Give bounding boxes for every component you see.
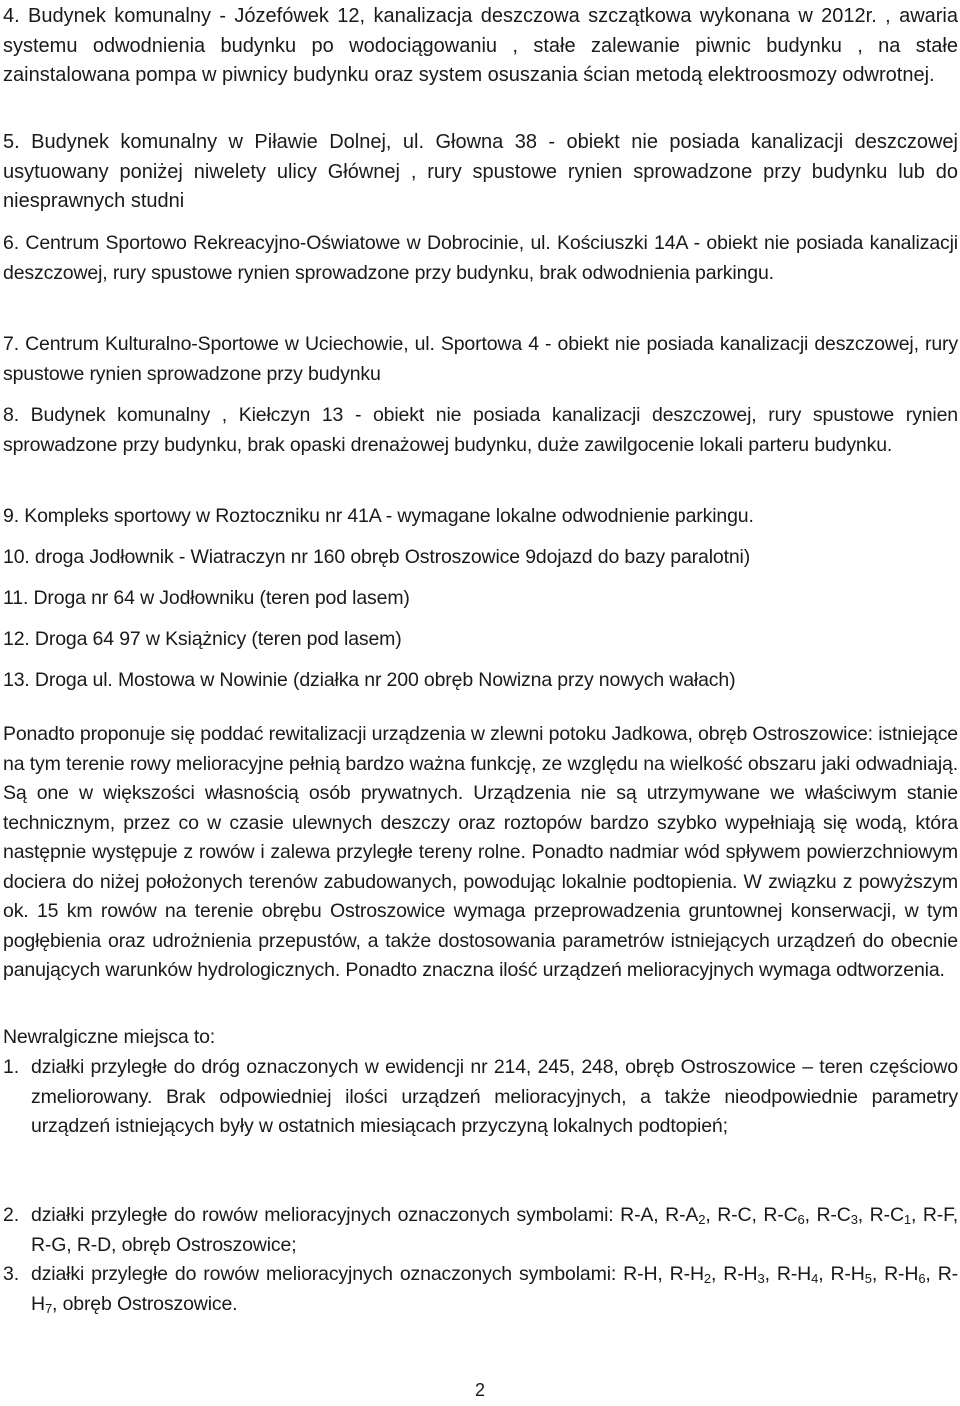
list-item-5: 5. Budynek komunalny w Piławie Dolnej, ul. Głowna 38 - obiekt nie posiada kanalizacji deszczowej usytuowany poniżej niwelety ulicy Głównej , rury spustowe rynien sprowadzone przy budynku lub do niesprawnych studni xyxy=(3,131,958,212)
newralgic-item-number: 3. xyxy=(3,1263,19,1285)
list-item-8: 8. Budynek komunalny , Kiełczyn 13 - obiekt nie posiada kanalizacji deszczowej, rury spustowe rynien sprowadzone przy budynku, brak opaski drenażowej budynku, duże zawilgocenie lokali parteru budynku. xyxy=(3,404,958,456)
newralgic-item-text: działki przyległe do rowów melioracyjnych oznaczonych symbolami: R-H, $R-H_2$, $R-H_3$, $R-H_4$, $R-H_5$, $R-H_6$, $R-H_7$, obręb Ostroszowice. xyxy=(31,1263,958,1316)
list-item-13: 13. Droga ul. Mostowa w Nowinie (działka nr 200 obręb Nowizna przy nowych wałach) xyxy=(3,669,736,691)
list-item-9: 9. Kompleks sportowy w Roztoczniku nr 41A - wymagane lokalne odwodnienie parkingu. xyxy=(3,505,754,527)
list-item-10: 10. droga Jodłownik - Wiatraczyn nr 160 obręb Ostroszowice 9dojazd do bazy paralotni) xyxy=(3,546,751,568)
list-item-12: 12. Droga 64 97 w Książnicy (teren pod lasem) xyxy=(3,628,402,650)
newralgic-item-text: działki przyległe do dróg oznaczonych w ewidencji nr 214, 245, 248, obręb Ostroszowice – teren częściowo zmeliorowany. Brak odpowiedniej ilości urządzeń melioracyjnych, a także nieodpowiednie parametry urządzeń istniejących były w ostatnich miesiącach przyczyną lokalnych podtopień; xyxy=(31,1056,958,1138)
list-item-6: 6. Centrum Sportowo Rekreacyjno-Oświatowe w Dobrocinie, ul. Kościuszki 14A - obiekt nie posiada kanalizacji deszczowej, rury spustowe rynien sprowadzone przy budynku, brak odwodnienia parkingu. xyxy=(3,232,958,284)
list-item-4: 4. Budynek komunalny - Józefówek 12, kanalizacja deszczowa szczątkowa wykonana w 2012r. , awaria systemu odwodnienia budynku po wodociągowaniu , stałe zalewanie piwnic budynku , na stałe zainstalowana pompa w piwnicy budynku oraz system osuszania ścian metodą elektroosmozy odwrotnej. xyxy=(3,5,958,86)
newralgic-item-number: 1. xyxy=(3,1056,19,1078)
newralgic-item xyxy=(3,1053,958,1142)
body-paragraph: Ponadto proponuje się poddać rewitalizacji urządzenia w zlewni potoku Jadkowa, obręb Ostroszowice: istniejące na tym terenie rowy melioracyjne pełnią bardzo ważna funkcję, ze względu na wielkość obszaru jaki odwadniają. Są one w większości własnością osób prywatnych. Urządzenia nie są utrzymywane we właściwym stanie technicznym, przez co w czasie ulewnych deszczy oraz roztopów bardzo szybko wypełniają się wodą, która następnie występuje z rowów i zalewa przyległe tereny rolne. Ponadto nadmiar wód spływem powierzchniowym dociera do niżej położonych terenów zabudowanych, powodując lokalnie podtopienia. W związku z powyższym ok. 15 km rowów na terenie obrębu Ostroszowice wymaga przeprowadzenia gruntownej konserwacji, w tym pogłębienia oraz udrożnienia przepustów, a także dostosowania parametrów istniejących urządzeń do obecnie panujących warunków hydrologicznych. Ponadto znaczna ilość urządzeń melioracyjnych wymaga odtworzenia. xyxy=(3,723,958,982)
newralgic-item-number: 2. xyxy=(3,1204,19,1226)
list-item-11: 11. Droga nr 64 w Jodłowniku (teren pod lasem) xyxy=(3,587,410,609)
newralgic-item xyxy=(3,1260,958,1319)
newralgic-item xyxy=(3,1201,958,1260)
list-item-7: 7. Centrum Kulturalno-Sportowe w Uciechowie, ul. Sportowa 4 - obiekt nie posiada kanalizacji deszczowej, rury spustowe rynien sprowadzone przy budynku xyxy=(3,333,958,385)
page-number: 2 xyxy=(474,1380,485,1400)
newralgic-heading: Newralgiczne miejsca to: xyxy=(3,1026,216,1048)
newralgic-item-text: działki przyległe do rowów melioracyjnych oznaczonych symbolami: R-A, $R-A_2$, R-C, $R-C_6$, $R-C_3$, $R-C_1$, R-F, R-G, R-D, obręb Ostroszowice; xyxy=(31,1204,958,1256)
